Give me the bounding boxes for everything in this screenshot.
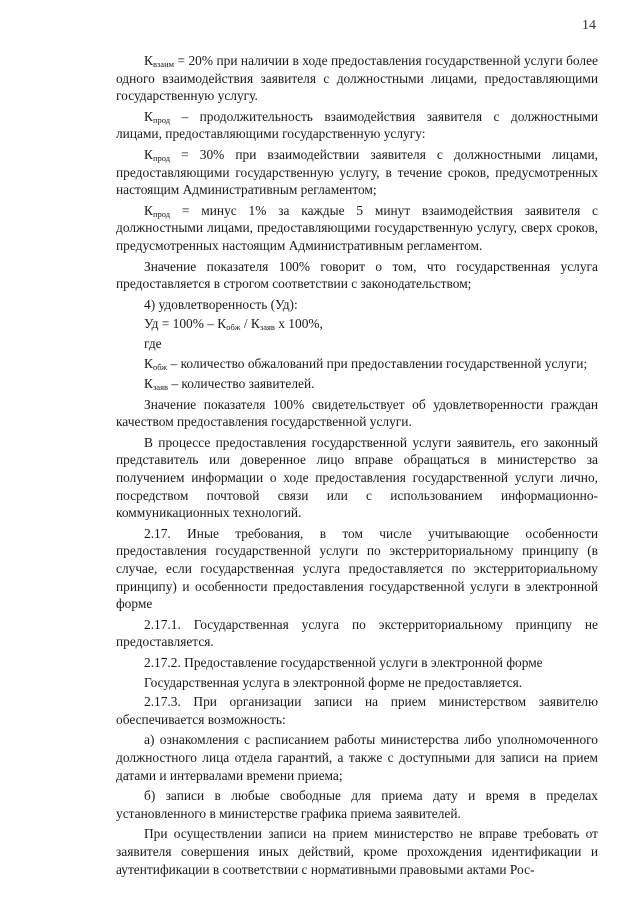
paragraph-k-duration-30: [116, 146, 598, 199]
text-run: где: [144, 335, 162, 351]
text-run: Значение показателя 100% свидетельствует об удовлетворенности граждан качеством предоставления государственной услуги.: [116, 396, 598, 430]
paragraph-indicator-satisfaction: [116, 396, 598, 431]
text-run: x 100%,: [274, 316, 323, 332]
text-run: – количество заявителей.: [168, 376, 315, 392]
text-run: 2.17.2. Предоставление государственной услуги в электронной форме: [144, 655, 543, 670]
page-number: 14: [582, 18, 596, 33]
paragraph-appointment-requirements: [116, 825, 598, 878]
text-run: Значение показателя 100% говорит о том, что государственная услуга предоставляется в строгом соответствии с законодательством;: [116, 258, 598, 292]
paragraph-progress-information: [116, 434, 598, 522]
text-run: При осуществлении записи на прием министерство не вправе требовать от заявителя совершения иных действий, кроме прохождения идентификации и аутентификации в соответствии с нормативными правовыми актами Рос-: [116, 826, 598, 877]
subscript-index: прод: [152, 114, 171, 125]
text-run: = 30% при взаимодействии заявителя с должностными лицами, предоставляющими государственную услугу, в течение сроков, предусмотренных настоящим Административным регламентом;: [116, 146, 598, 198]
text-run: = минус 1% за каждые 5 минут взаимодействия заявителя с должностными лицами, предоставляющими государственную услугу, сверх сроков, предусмотренных настоящим Административным регламентом.: [116, 202, 598, 253]
text-run: – продолжительность взаимодействия заявителя с должностными лицами, предоставляющими государственную услугу:: [116, 108, 598, 142]
subscript-index: обж: [152, 361, 168, 372]
text-run: / К: [240, 316, 260, 332]
paragraph-k-interaction: [116, 52, 598, 105]
subscript-index: прод: [152, 152, 171, 163]
text-run: а) ознакомления с расписанием работы министерства либо уполномоченного должностного лица отдела гарантий, а также с доступными для записи на прием датами и интервалами времени приема;: [116, 732, 598, 783]
text-run: К: [144, 355, 153, 371]
text-run: 2.17.1. Государственная услуга по экстерриториальному принципу не предоставляется.: [116, 616, 598, 650]
text-run: Уд = 100% – К: [144, 316, 227, 332]
text-run: К: [144, 202, 153, 218]
paragraph-electronic-form: [116, 674, 598, 692]
paragraph-k-duration-minus: [116, 202, 598, 255]
paragraph-satisfaction-heading: [116, 296, 598, 314]
text-run: = 20% при наличии в ходе предоставления государственной услуги более одного взаимодействия заявителя с должностными лицами, предоставляющими государственную услугу.: [116, 53, 598, 104]
document-body: [116, 52, 598, 881]
paragraph-where: [116, 335, 598, 353]
section-2-17-3: [116, 693, 598, 728]
paragraph-k-applicants: [116, 375, 598, 393]
text-run: – количество обжалований при предоставлении государственной услуги;: [167, 355, 588, 371]
text-run: 4) удовлетворенность (Уд):: [144, 296, 298, 312]
subscript-index: заяв: [259, 322, 275, 333]
text-run: К: [144, 108, 153, 124]
paragraph-k-duration-definition: [116, 108, 598, 143]
list-item-a: [116, 731, 598, 784]
list-item-b: [116, 787, 598, 822]
text-run: б) записи в любые свободные для приема дату и время в пределах установленного в министерстве графика приема заявителей.: [116, 788, 598, 821]
text-run: 2.17. Иные требования, в том числе учитывающие особенности предоставления государственной услуги по экстерриториальному принципу (в случае, если государственная услуга предоставляется по экстерриториальному принципу) и особенности предоставления государственной услуги в электронной форме: [116, 525, 598, 612]
section-2-17-heading: [116, 525, 598, 613]
section-2-17-1: [116, 616, 598, 651]
text-run: К: [144, 53, 153, 68]
paragraph-indicator-100-law: [116, 258, 598, 293]
paragraph-k-complaints: [116, 355, 598, 373]
text-run: К: [144, 376, 153, 392]
formula-satisfaction: [116, 315, 598, 333]
text-run: Государственная услуга в электронной форме не предоставляется.: [144, 674, 523, 690]
subscript-index: взаим: [152, 59, 175, 69]
text-run: К: [144, 146, 153, 162]
section-2-17-2: [116, 654, 598, 672]
text-run: В процессе предоставления государственной услуги заявитель, его законный представитель или доверенное лицо вправе обращаться в министерство за получением информации о ходе предоставления государственной услуги лично, посредством почтовой связи или с использованием информационно-коммуникационных технологий.: [116, 434, 598, 521]
subscript-index: прод: [152, 208, 171, 219]
subscript-index: заяв: [152, 382, 168, 393]
subscript-index: обж: [226, 322, 241, 333]
text-run: 2.17.3. При организации записи на прием министерством заявителю обеспечивается возможность:: [116, 694, 598, 727]
